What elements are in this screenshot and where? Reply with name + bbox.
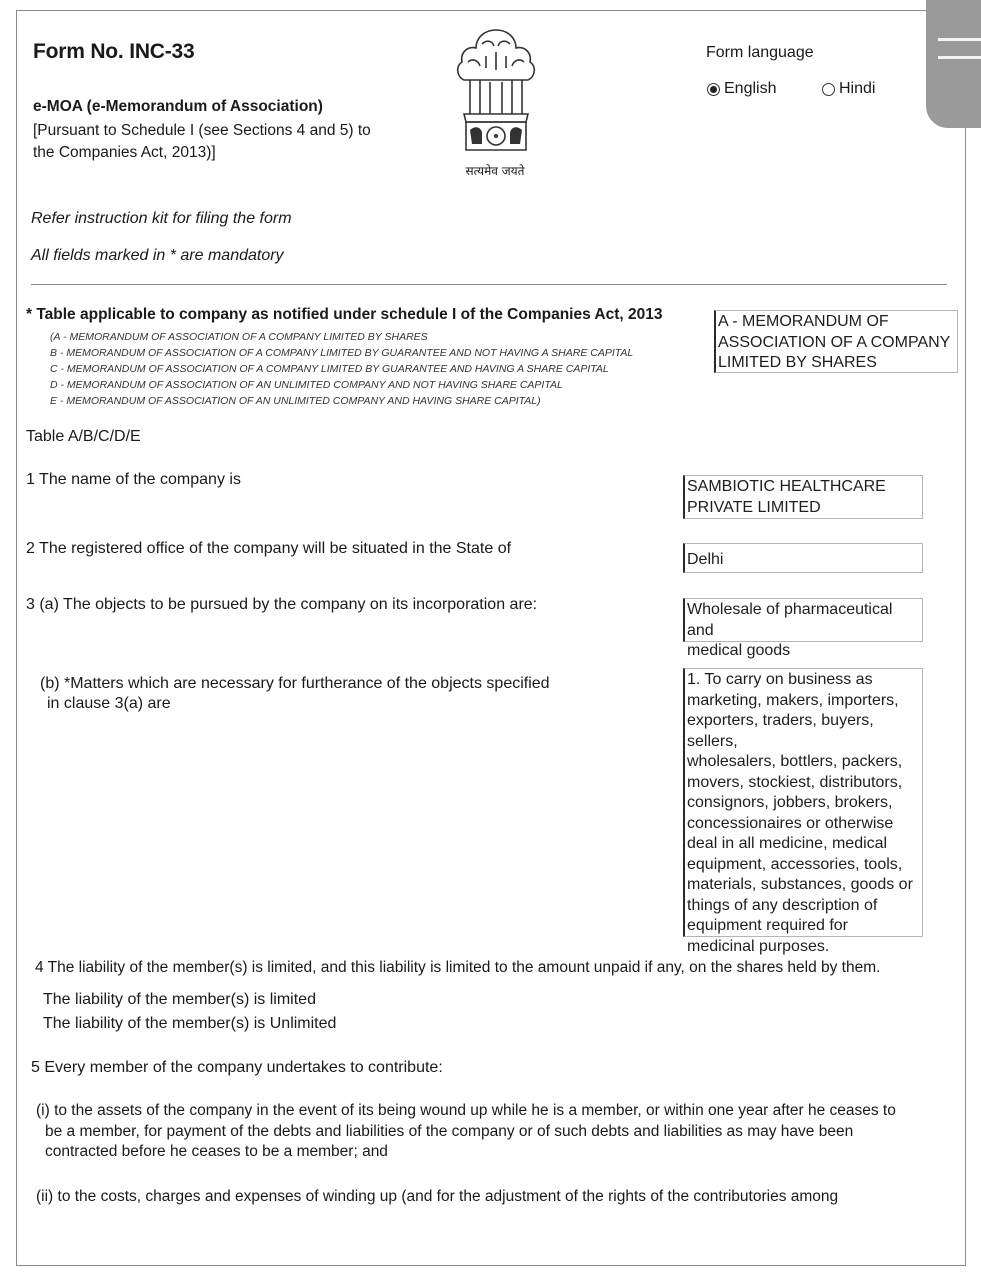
matters-label-line-1: (b) *Matters which are necessary for furtherance of the objects specified bbox=[40, 675, 550, 692]
table-option-d: D - MEMORANDUM OF ASSOCIATION OF AN UNLIMITED COMPANY AND NOT HAVING SHARE CAPITAL bbox=[50, 379, 563, 391]
pursuant-line-1: [Pursuant to Schedule I (see Sections 4 and 5) to bbox=[33, 122, 371, 139]
matters-line: consignors, jobbers, brokers, bbox=[687, 794, 893, 811]
radio-unselected-icon[interactable] bbox=[822, 83, 835, 96]
matters-line: wholesalers, bottlers, packers, bbox=[687, 753, 903, 770]
matters-line: medicinal purposes. bbox=[687, 937, 830, 955]
table-option-a: (A - MEMORANDUM OF ASSOCIATION OF A COMPANY LIMITED BY SHARES bbox=[50, 331, 428, 343]
company-name-field[interactable] bbox=[683, 475, 923, 519]
point-1-line-2: be a member, for payment of the debts and liabilities of the company or of such debts and liabilities as may have been bbox=[45, 1122, 854, 1140]
viewer-menu-tab[interactable] bbox=[926, 0, 981, 128]
matters-line: 1. To carry on business as bbox=[687, 671, 873, 688]
form-language-label: Form language bbox=[706, 44, 814, 61]
contribution-heading: 5 Every member of the company undertakes to contribute: bbox=[31, 1059, 443, 1076]
matters-line: concessionaires or otherwise bbox=[687, 814, 894, 832]
matters-field[interactable] bbox=[683, 668, 923, 955]
contribution-point-2: (ii) to the costs, charges and expenses of winding up (and for the adjustment of the rights of the contributories among bbox=[36, 1188, 839, 1205]
table-applicable-heading: * Table applicable to company as notified under schedule I of the Companies Act, 2013 bbox=[26, 306, 663, 323]
form-name: e-MOA (e-Memorandum of Association) bbox=[33, 98, 323, 115]
matters-line: equipment, accessories, tools, bbox=[687, 855, 903, 873]
contribution-point-1 bbox=[36, 1101, 936, 1163]
matters-line: deal in all medicine, medical bbox=[687, 835, 888, 852]
instruction-note: Refer instruction kit for filing the form bbox=[31, 210, 292, 227]
matters-line: exporters, traders, buyers, sellers, bbox=[687, 712, 874, 750]
point-1-line-3: contracted before he ceases to be a member; and bbox=[45, 1143, 388, 1160]
radio-english-label: English bbox=[724, 80, 777, 97]
state-label: 2 The registered office of the company will be situated in the State of bbox=[26, 540, 512, 557]
company-name-line-2: PRIVATE LIMITED bbox=[687, 498, 821, 516]
liability-option-unlimited[interactable]: The liability of the member(s) is Unlimited bbox=[43, 1015, 337, 1032]
radio-selected-icon[interactable] bbox=[707, 83, 720, 96]
objects-field[interactable] bbox=[683, 598, 923, 659]
table-select-line-1: A - MEMORANDUM OF bbox=[718, 313, 889, 330]
point-1-line-1: (i) to the assets of the company in the event of its being wound up while he is a member, or within one year after he ceases to bbox=[36, 1102, 896, 1119]
radio-hindi[interactable] bbox=[822, 80, 875, 98]
state-field[interactable] bbox=[683, 543, 923, 573]
table-select-line-3: LIMITED BY SHARES bbox=[718, 354, 877, 371]
objects-label: 3 (a) The objects to be pursued by the company on its incorporation are: bbox=[26, 596, 538, 613]
table-option-b: B - MEMORANDUM OF ASSOCIATION OF A COMPANY LIMITED BY GUARANTEE AND NOT HAVING A SHARE CAPITAL bbox=[50, 347, 634, 359]
matters-line: things of any description of bbox=[687, 896, 878, 914]
matters-label bbox=[40, 674, 580, 714]
liability-heading: 4 The liability of the member(s) is limited, and this liability is limited to the amount unpaid if any, on the shares held by them. bbox=[35, 959, 881, 976]
pursuant-note bbox=[33, 120, 413, 164]
table-abcde-heading: Table A/B/C/D/E bbox=[26, 428, 141, 445]
radio-hindi-label: Hindi bbox=[839, 80, 876, 97]
emblem-motto: सत्यमेव जयते bbox=[465, 164, 525, 178]
table-select-line-2: ASSOCIATION OF A COMPANY bbox=[718, 333, 951, 351]
company-name-line-1: SAMBIOTIC HEALTHCARE bbox=[687, 478, 886, 495]
company-name-label: 1 The name of the company is bbox=[26, 471, 241, 488]
form-number: Form No. INC-33 bbox=[33, 40, 195, 63]
state-value: Delhi bbox=[687, 551, 724, 568]
table-option-c: C - MEMORANDUM OF ASSOCIATION OF A COMPANY LIMITED BY GUARANTEE AND HAVING A SHARE CAPITAL bbox=[50, 363, 609, 375]
objects-line-2: medical goods bbox=[687, 642, 791, 659]
liability-option-limited[interactable]: The liability of the member(s) is limited bbox=[43, 991, 316, 1008]
matters-label-line-2: in clause 3(a) are bbox=[47, 695, 171, 712]
radio-english[interactable] bbox=[707, 80, 776, 98]
matters-line: movers, stockiest, distributors, bbox=[687, 773, 903, 791]
matters-line: marketing, makers, importers, bbox=[687, 691, 899, 709]
table-options-list bbox=[50, 329, 690, 409]
mandatory-note: All fields marked in * are mandatory bbox=[31, 247, 284, 264]
matters-line: materials, substances, goods or bbox=[687, 876, 913, 893]
national-emblem-icon bbox=[446, 22, 546, 182]
table-option-e: E - MEMORANDUM OF ASSOCIATION OF AN UNLIMITED COMPANY AND HAVING SHARE CAPITAL) bbox=[50, 395, 541, 407]
section-divider bbox=[31, 284, 947, 285]
table-select-field[interactable] bbox=[714, 310, 958, 373]
matters-line: equipment required for bbox=[687, 917, 848, 934]
objects-line-1: Wholesale of pharmaceutical and bbox=[687, 601, 893, 639]
pursuant-line-2: the Companies Act, 2013)] bbox=[33, 144, 216, 161]
